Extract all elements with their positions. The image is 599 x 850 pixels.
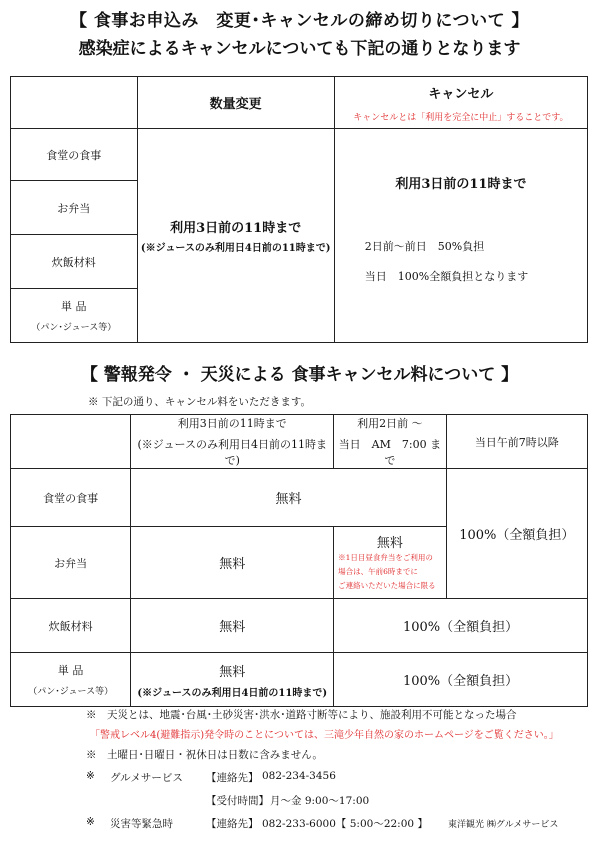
- header-cancel-label: キャンセル: [428, 86, 494, 102]
- header-2days: [334, 415, 446, 469]
- dining-free: 無料: [131, 469, 446, 527]
- row2-bento: お弁当: [11, 527, 131, 599]
- rice-free: 無料: [131, 599, 334, 653]
- quantity-juice-note: (※ジュースのみ利用日4日前の11時まで): [140, 243, 331, 254]
- item-free: 無料: [219, 664, 246, 680]
- disaster-definition: ※ 天災とは、地震･台風･土砂災害･洪水･道路寸断等により、施設利用不可能となった場合: [86, 709, 517, 721]
- disaster-fee-table: [10, 414, 588, 707]
- emergency-label: 【連絡先】: [206, 818, 259, 830]
- header-cancel: [334, 77, 587, 129]
- quantity-deadline-cell: [137, 129, 334, 343]
- header-2days-line2: 当日 AM 7:00 まで: [338, 438, 442, 467]
- page-subtitle: 感染症によるキャンセルについても下記の通りとなります: [78, 39, 521, 59]
- fee-note: ※ 下記の通り、キャンセル料をいただきます。: [88, 396, 311, 408]
- bento-free-3days: 無料: [131, 527, 334, 599]
- deadline-table: [10, 76, 588, 343]
- gourmet-mark: ※: [86, 770, 95, 782]
- row2-single-item-label: 単 品: [57, 664, 84, 677]
- section-heading-warning: 【 警報発令 ・ 天災による 食事キャンセル料について 】: [80, 365, 519, 385]
- same-day-full: 100%（全額負担）: [446, 469, 587, 599]
- cancel-deadline: 利用3日前の11時まで: [395, 177, 527, 192]
- emergency-mark: ※: [86, 816, 95, 828]
- rice-full: 100%（全額負担）: [334, 599, 588, 653]
- cancel-deadline-cell: [334, 129, 587, 343]
- warning-level-note: 「警戒レベル4(避難指示)発令時のことについては、三滝少年自然の家のホームページをご覧ください。」: [90, 730, 559, 741]
- page-title: 【 食事お申込み 変更･キャンセルの締め切りについて 】: [70, 11, 529, 31]
- row-dining: 食堂の食事: [11, 129, 138, 181]
- bento-2days-cell: [334, 527, 446, 599]
- header-3days-line2: (※ジュースのみ利用日4日前の11時まで): [137, 438, 328, 467]
- row2-single-item-sub: （パン･ジュース等）: [28, 687, 114, 697]
- table2-corner: [11, 415, 131, 469]
- row2-single-item: [11, 653, 131, 707]
- cancel-definition: キャンセルとは「利用を完全に中止」することです。: [353, 112, 569, 123]
- emergency-name: 災害等緊急時: [110, 818, 173, 830]
- header-quantity-change: 数量変更: [137, 77, 334, 129]
- bento-note-2: 場合は、午前6時までに: [338, 567, 418, 576]
- header-3days: [131, 415, 334, 469]
- header-same-day: 当日午前7時以降: [446, 415, 587, 469]
- emergency-phone: 082-233-6000【 5:00～22:00 】: [262, 818, 428, 830]
- hours-value: 月～金 9:00～17:00: [270, 795, 370, 807]
- header-3days-line1: 利用3日前の11時まで: [177, 417, 287, 430]
- contact-phone: 082-234-3456: [262, 770, 336, 782]
- row-single-item: [11, 289, 138, 343]
- gourmet-name: グルメサービス: [110, 772, 183, 784]
- bento-note-1: ※1日目昼食弁当をご利用の: [338, 553, 433, 562]
- hours-label: 【受付時間】: [206, 795, 269, 807]
- bento-free-2days: 無料: [376, 536, 403, 551]
- bento-note-3: ご連絡いただいた場合に限る: [338, 581, 436, 590]
- row-single-item-sub: （パン･ジュース等）: [31, 323, 117, 333]
- cancel-fee-2: 当日 100%全額負担となります: [364, 270, 529, 283]
- header-2days-line1: 利用2日前 ～: [357, 417, 423, 430]
- item-full: 100%（全額負担）: [334, 653, 588, 707]
- company-name: 東洋観光 ㈱グルメサービス: [448, 820, 559, 830]
- item-free-cell: [131, 653, 334, 707]
- item-juice-note: (※ジュースのみ利用日4日前の11時まで): [137, 687, 328, 699]
- row-rice: 炊飯材料: [11, 235, 138, 289]
- holiday-note: ※ 土曜日･日曜日・祝休日は日数に含みません。: [86, 749, 323, 761]
- quantity-deadline: 利用3日前の11時まで: [170, 221, 302, 236]
- contact-label: 【連絡先】: [206, 772, 259, 784]
- row-bento: お弁当: [11, 181, 138, 235]
- table-corner: [11, 77, 138, 129]
- row2-dining: 食堂の食事: [11, 469, 131, 527]
- cancel-fee-1: 2日前～前日 50%負担: [364, 240, 485, 253]
- row2-rice: 炊飯材料: [11, 599, 131, 653]
- row-single-item-label: 単 品: [61, 300, 87, 313]
